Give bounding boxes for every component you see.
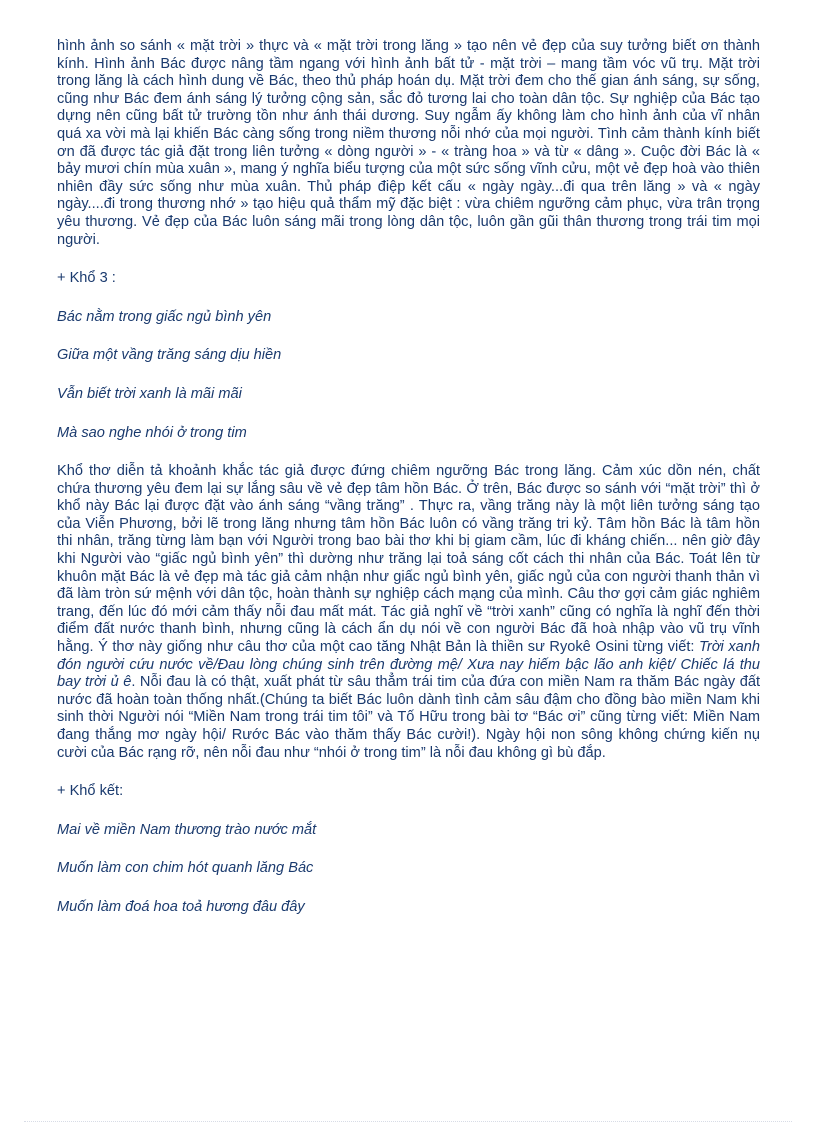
- paragraph-analysis-kho2: hình ảnh so sánh « mặt trời » thực và « mặt trời trong lăng » tạo nên vẻ đẹp của suy tưởng biết ơn thành kính. Hình ảnh Bác được nâng tầm ngang với hình ảnh bất tử - mặt trời – mang tầm vóc vũ trụ. Mặt trời trong lăng là cách hình dung về Bác, theo thủ pháp hoán dụ. Mặt trời đem cho thế gian ánh sáng, sự sống, cũng như Bác đem ánh sáng lý tưởng cộng sản, sắc đỏ tương lai cho toàn dân tộc. Sự nghiệp của Bác tạo dựng nên cũng bất tử trường tồn như ánh thái dương. Suy ngẫm ấy không làm cho hình ảnh của vĩ nhân quá xa vời mà lại khiến Bác càng sống trong niềm thương nỗi nhớ của mọi người. Tình cảm thành kính biết ơn đã được tác giả đặt trong liên tưởng « dòng người » - « tràng hoa » và từ « dâng ». Cuộc đời Bác là « bảy mươi chín mùa xuân », mang ý nghĩa biểu tượng của một sức sống vĩnh cửu, một vẻ đẹp hoà vào thiên nhiên đầy sức sống như mùa xuân. Thủ pháp điệp kết cấu « ngày ngày...đi qua trên lăng » và « ngày ngày....đi trong thương nhớ » tạo hiệu quả thẩm mỹ đặc biệt : vừa chiêm ngưỡng cảm phục, vừa trân trọng yêu thương. Vẻ đẹp của Bác luôn sáng mãi trong lòng dân tộc, luôn gần gũi thân thương trong trái tim mọi người.: [57, 38, 760, 248]
- verse-line-khoket-2: Muốn làm con chim hót quanh lăng Bác: [57, 860, 314, 877]
- heading-kho-3: + Khổ 3 :: [57, 270, 116, 287]
- heading-kho-ket: + Khổ kết:: [57, 783, 124, 800]
- verse-line-kho3-1: Bác nằm trong giấc ngủ bình yên: [57, 308, 272, 325]
- verse-line-kho3-2: Giữa một vầng trăng sáng dịu hiền: [57, 347, 282, 364]
- analysis-text-b: . Nỗi đau là có thật, xuất phát từ sâu thẳm trái tim của đứa con miền Nam ra thăm Bác ngày đất nước đã hoàn toàn thống nhất.(Chúng ta biết Bác luôn dành tình cảm sâu đậm cho đồng bào miền Nam khi sinh thời Người nói “Miền Nam trong trái tim tôi” và Tố Hữu trong bài tơ “Bác ơi” cũng từng viết: Miền Nam đang thắng mơ ngày hội/ Rước Bác vào thăm thấy Bác cười!). Ngày hội non sông không chứng kiến nụ cười của Bác rạng rỡ, nên nỗi đau như “nhói ở trong tim” là nỗi đau không gì bù đắp.: [57, 674, 760, 761]
- verse-line-khoket-1: Mai về miền Nam thương trào nước mắt: [57, 821, 317, 838]
- document-page: [57, 38, 760, 917]
- paragraph-analysis-kho3: [57, 463, 760, 762]
- verse-line-kho3-3: Vẫn biết trời xanh là mãi mãi: [57, 385, 242, 402]
- verse-line-khoket-3: Muốn làm đoá hoa toả hương đâu đây: [57, 898, 305, 915]
- quoted-poem-ryoke: Trời xanh đón người cứu nước về/Đau lòng chúng sinh trên đường mệ/ Xưa nay hiếm bậc lão anh kiệt/ Chiếc lá thu bay trời ủ ê: [57, 639, 760, 691]
- page-bottom-divider: [24, 1121, 792, 1122]
- analysis-text-a: Khổ thơ diễn tả khoảnh khắc tác giả được đứng chiêm ngưỡng Bác trong lăng. Cảm xúc dồn nén, chất chứa thương yêu đem lại sự lắng sâu về vẻ đẹp tâm hồn Bác. Ở trên, Bác được so sánh với “mặt trời” thì ở khổ này Bác lại được đặt vào ánh sáng “vầng trăng” . Thực ra, vầng trăng này là một liên tưởng sáng tạo của Viễn Phương, bởi lẽ trong lăng nhưng tâm hồn Bác luôn có vầng trăng tri kỷ. Tâm hồn Bác là tâm hồn thi nhân, trăng từng làm bạn với Người trong bao bài thơ khi bị giam cầm, lúc đi kháng chiến... nên giờ đây khi Người vào “giấc ngủ bình yên” thì dường như trăng lại toả sáng cốt cách thi nhân của Bác. Toát lên từ khuôn mặt Bác là vẻ đẹp mà tác giả cảm nhận như giấc ngủ bình yên, giấc ngủ của con người thanh thản vì đã làm tròn sứ mệnh với dân tộc, hoàn thành sự nghiệp cách mạng của mình. Câu thơ gợi cảm giác nghiêm trang, đến lúc đó mới cảm thấy nỗi đau mất mát. Tác giả nghĩ về “trời xanh” cũng có nghĩa là nghĩ đến thời điểm đất nước thanh bình, nhưng cũng là cách ẩn dụ nói về con người Bác đã hoà nhập vào vũ trụ vĩnh hằng. Ý thơ này giống như câu thơ của một cao tăng Nhật Bản là thiền sư Ryokê Osini từng viết:: [57, 463, 760, 656]
- verse-line-kho3-4: Mà sao nghe nhói ở trong tim: [57, 424, 247, 441]
